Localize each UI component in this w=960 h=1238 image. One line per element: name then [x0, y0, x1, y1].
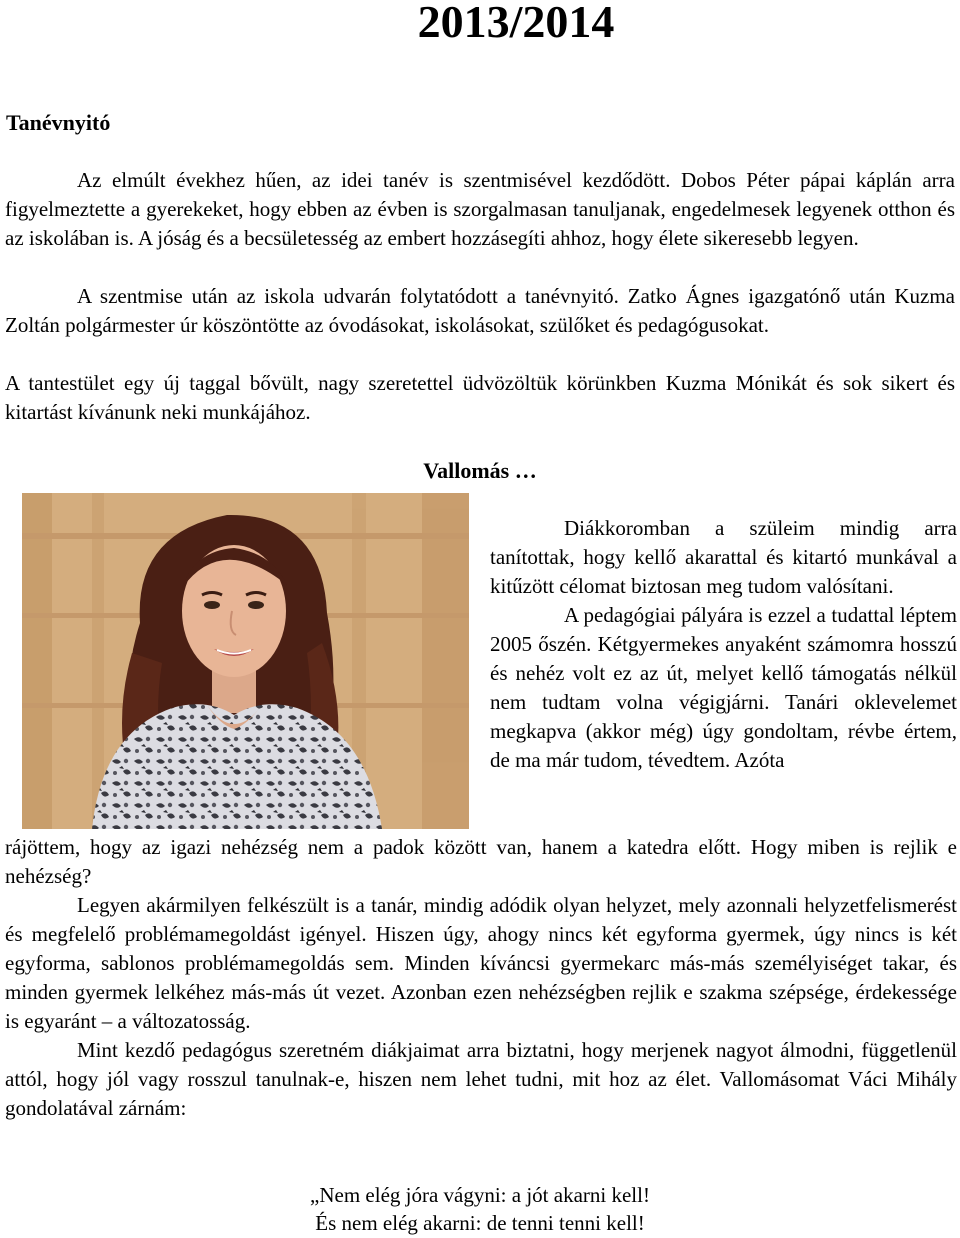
vallomas-title: Vallomás …: [423, 458, 537, 483]
vallomas-continued-text: [5, 833, 957, 1123]
teacher-portrait-photo: [22, 493, 469, 829]
vallomas-paragraph-3: Legyen akármilyen felkészült is a tanár, mindig adódik olyan helyzet, mely azonnali helyzetfelismerést és megfelelő problémamegoldást igényel. Hiszen úgy, ahogy nincs két egyforma gyermek, úgy nincs is két egyforma, sablonos problémamegoldás sem. Minden kíváncsi gyermekarc más-más személyiséget takar, és minden gyermek lelkéhez más-más út vezet. Azonban ezen nehézségben rejlik e szakma szépsége, érdekessége is egyaránt – a változatosság.: [5, 893, 957, 1033]
paragraph-opening: Az elmúlt évekhez hűen, az idei tanév is szentmisével kezdődött. Dobos Péter pápai káplán arra figyelmeztette a gyerekeket, hogy ebben az évben is szorgalmasan tanuljanak, engedelmesek legyenek otthon és az iskolában is. A jóság és a becsületesség az embert hozzásegíti ahhoz, hogy élete sikeresebb legyen.: [5, 168, 955, 250]
vallomas-paragraph-2-continued: rájöttem, hogy az igazi nehézség nem a padok között van, hanem a katedra előtt. Hogy miben is rejlik e nehézség?: [5, 835, 957, 888]
vallomas-paragraph-4: Mint kezdő pedagógus szeretném diákjaimat arra biztatni, hogy merjenek nagyot álmodni, függetlenül attól, hogy jól vagy rosszul tanulnak-e, hiszen nem lehet tudni, mit hoz az élet. Vallomásomat Váci Mihály gondolatával zárnám:: [5, 1038, 957, 1120]
paragraph-ceremony: A szentmise után az iskola udvarán folytatódott a tanévnyitó. Zatko Ágnes igazgatónő után Kuzma Zoltán polgármester úr köszöntötte az óvodásokat, iskolásokat, szülőket és pedagógusokat.: [5, 284, 955, 337]
vallomas-paragraph-1: Diákkoromban a szüleim mindig arra tanítottak, hogy kellő akarattal és kitartó munkával a kitűzött célomat biztosan meg tudom valósítani.: [490, 516, 957, 598]
paragraph-new-member: A tantestület egy új taggal bővült, nagy szeretettel üdvözöltük körünkben Kuzma Mónikát és sok sikert és kitartást kívánunk neki munkájához.: [5, 371, 955, 424]
vallomas-paragraph-2: A pedagógiai pályára is ezzel a tudattal léptem 2005 őszén. Kétgyermekes anyaként számomra hosszú és nehéz volt ez az út, melyet kellő támogatás nélkül nem tudtam volna végigjárni. Tanári oklevelemet megkapva (akkor még) úgy gondoltam, révbe értem, de ma már tudom, tévedtem. Azóta: [490, 603, 957, 772]
closing-quote: [0, 1181, 960, 1237]
vallomas-side-text: [490, 514, 957, 775]
quote-line-1: „Nem elég jóra vágyni: a jót akarni kell!: [310, 1183, 650, 1207]
quote-line-2: És nem elég akarni: de tenni tenni kell!: [315, 1211, 645, 1235]
page-year-title: 2013/2014: [417, 0, 615, 47]
section-title: Tanévnyitó: [6, 110, 111, 135]
